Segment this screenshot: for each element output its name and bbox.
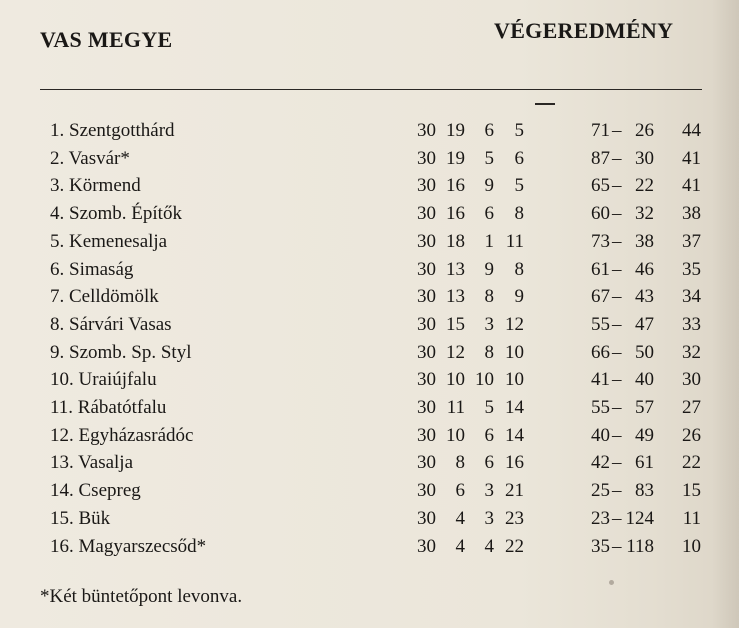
draws: 4 (484, 535, 494, 557)
draws: 8 (484, 286, 494, 308)
goals-for: 55 (591, 313, 610, 335)
points: 33 (682, 313, 701, 335)
goals-against: 38 (635, 230, 654, 252)
team-name: 16. Magyarszecsőd* (50, 535, 207, 557)
goals-for: 55 (591, 397, 610, 418)
county-title: VAS MEGYE (40, 27, 173, 52)
footnote: *Két büntetőpont levonva. (40, 586, 243, 607)
matches-played: 30 (417, 369, 436, 391)
goals-for: 41 (591, 369, 610, 391)
matches-played: 30 (417, 203, 436, 225)
points: 27 (682, 397, 701, 418)
team-name: 15. Bük (50, 507, 111, 529)
goals-against: 83 (635, 480, 654, 502)
points: 10 (682, 535, 701, 557)
losses: 9 (514, 286, 524, 308)
goal-separator: – (612, 258, 622, 280)
matches-played: 30 (417, 341, 436, 363)
table-row (0, 366, 739, 394)
goals-for: 66 (591, 341, 610, 363)
points: 22 (682, 452, 701, 474)
goals-for: 73 (591, 230, 610, 252)
matches-played: 30 (417, 120, 436, 141)
wins: 11 (446, 397, 465, 418)
header-rule (40, 89, 702, 90)
matches-played: 30 (417, 397, 436, 418)
draws: 5 (484, 397, 494, 418)
matches-played: 30 (417, 424, 436, 446)
losses: 22 (505, 535, 524, 557)
losses: 14 (505, 424, 524, 446)
table-row (0, 311, 739, 339)
goals-against: 26 (635, 120, 654, 141)
goals-against: 43 (635, 286, 654, 308)
matches-played: 30 (417, 286, 436, 308)
team-name: 4. Szomb. Építők (50, 203, 182, 225)
goal-separator: – (612, 286, 622, 308)
table-row (0, 283, 739, 311)
goal-separator: – (612, 480, 622, 502)
goals-against: 47 (635, 313, 654, 335)
team-name: 6. Simaság (50, 258, 134, 280)
team-name: 7. Celldömölk (50, 286, 159, 308)
goal-separator: – (612, 397, 622, 418)
goal-separator: – (612, 230, 622, 252)
matches-played: 30 (417, 313, 436, 335)
draws: 6 (484, 203, 494, 225)
goal-separator: – (612, 203, 622, 225)
losses: 5 (514, 175, 524, 197)
draws: 8 (484, 341, 494, 363)
team-name: 11. Rábatótfalu (50, 397, 167, 418)
print-speck (609, 580, 614, 585)
losses: 14 (505, 397, 524, 418)
goals-for: 23 (591, 507, 610, 529)
goals-against: 40 (635, 369, 654, 391)
section-title: VÉGEREDMÉNY (494, 18, 674, 43)
goals-against: 118 (626, 535, 654, 557)
goals-against: 32 (635, 203, 654, 225)
print-mark (535, 103, 555, 105)
draws: 1 (484, 230, 494, 252)
goals-for: 67 (591, 286, 610, 308)
goal-separator: – (612, 507, 622, 529)
table-row (0, 228, 739, 256)
draws: 6 (484, 452, 494, 474)
draws: 6 (484, 424, 494, 446)
goal-separator: – (612, 120, 622, 141)
goals-against: 49 (635, 424, 654, 446)
matches-played: 30 (417, 147, 436, 169)
wins: 18 (446, 230, 465, 252)
table-row (0, 449, 739, 477)
draws: 9 (484, 258, 494, 280)
goals-for: 42 (591, 452, 610, 474)
goal-separator: – (612, 313, 622, 335)
draws: 3 (484, 480, 494, 502)
team-name: 1. Szentgotthárd (50, 120, 175, 141)
points: 41 (682, 175, 701, 197)
goals-for: 61 (591, 258, 610, 280)
draws: 9 (484, 175, 494, 197)
points: 35 (682, 258, 701, 280)
matches-played: 30 (417, 480, 436, 502)
wins: 13 (446, 258, 465, 280)
table-row (0, 339, 739, 367)
table-row (0, 200, 739, 228)
goals-against: 46 (635, 258, 654, 280)
points: 11 (682, 507, 701, 529)
points: 34 (682, 286, 701, 308)
wins: 13 (446, 286, 465, 308)
losses: 10 (505, 369, 524, 391)
wins: 6 (455, 480, 465, 502)
team-name: 3. Körmend (50, 175, 141, 197)
wins: 19 (446, 120, 465, 141)
matches-played: 30 (417, 452, 436, 474)
points: 26 (682, 424, 701, 446)
table-row (0, 145, 739, 173)
team-name: 12. Egyházasrádóc (50, 424, 194, 446)
losses: 12 (505, 313, 524, 335)
table-row (0, 256, 739, 284)
wins: 19 (446, 147, 465, 169)
points: 15 (682, 480, 701, 502)
points: 44 (682, 120, 701, 141)
wins: 16 (446, 203, 465, 225)
losses: 10 (505, 341, 524, 363)
goal-separator: – (612, 369, 622, 391)
wins: 8 (455, 452, 465, 474)
goals-against: 50 (635, 341, 654, 363)
losses: 16 (505, 452, 524, 474)
wins: 12 (446, 341, 465, 363)
goals-for: 87 (591, 147, 610, 169)
table-row (0, 394, 739, 422)
goals-for: 25 (591, 480, 610, 502)
wins: 16 (446, 175, 465, 197)
team-name: 8. Sárvári Vasas (50, 313, 172, 335)
wins: 15 (446, 313, 465, 335)
table-row (0, 422, 739, 450)
matches-played: 30 (417, 507, 436, 529)
goal-separator: – (612, 175, 622, 197)
table-row (0, 477, 739, 505)
team-name: 2. Vasvár* (50, 147, 130, 169)
losses: 5 (514, 120, 524, 141)
losses: 8 (514, 258, 524, 280)
goals-against: 124 (625, 507, 654, 529)
table-row (0, 172, 739, 200)
matches-played: 30 (417, 175, 436, 197)
draws: 10 (475, 369, 494, 391)
losses: 6 (514, 147, 524, 169)
team-name: 13. Vasalja (50, 452, 134, 474)
goals-for: 40 (591, 424, 610, 446)
team-name: 9. Szomb. Sp. Styl (50, 341, 192, 363)
goals-against: 57 (635, 397, 654, 418)
draws: 3 (484, 507, 494, 529)
team-name: 14. Csepreg (50, 480, 141, 502)
losses: 11 (505, 230, 524, 252)
points: 41 (682, 147, 701, 169)
goals-for: 35 (591, 535, 610, 557)
draws: 3 (484, 313, 494, 335)
losses: 21 (505, 480, 524, 502)
goal-separator: – (612, 424, 622, 446)
goal-separator: – (612, 535, 622, 557)
matches-played: 30 (417, 535, 436, 557)
team-name: 10. Uraiújfalu (50, 369, 157, 391)
goals-for: 65 (591, 175, 610, 197)
losses: 8 (514, 203, 524, 225)
goals-against: 30 (635, 147, 654, 169)
goal-separator: – (612, 341, 622, 363)
draws: 5 (484, 147, 494, 169)
points: 32 (682, 341, 701, 363)
points: 38 (682, 203, 701, 225)
goals-against: 22 (635, 175, 654, 197)
draws: 6 (484, 120, 494, 141)
table-row (0, 533, 739, 561)
losses: 23 (505, 507, 524, 529)
points: 37 (682, 230, 701, 252)
goals-for: 71 (591, 120, 610, 141)
table-row (0, 505, 739, 533)
goals-against: 61 (635, 452, 654, 474)
matches-played: 30 (417, 258, 436, 280)
team-name: 5. Kemenesalja (50, 230, 168, 252)
wins: 4 (455, 535, 465, 557)
points: 30 (682, 369, 701, 391)
table-row (0, 117, 739, 145)
wins: 4 (455, 507, 465, 529)
wins: 10 (446, 424, 465, 446)
wins: 10 (446, 369, 465, 391)
matches-played: 30 (417, 230, 436, 252)
goals-for: 60 (591, 203, 610, 225)
goal-separator: – (612, 147, 622, 169)
goal-separator: – (612, 452, 622, 474)
